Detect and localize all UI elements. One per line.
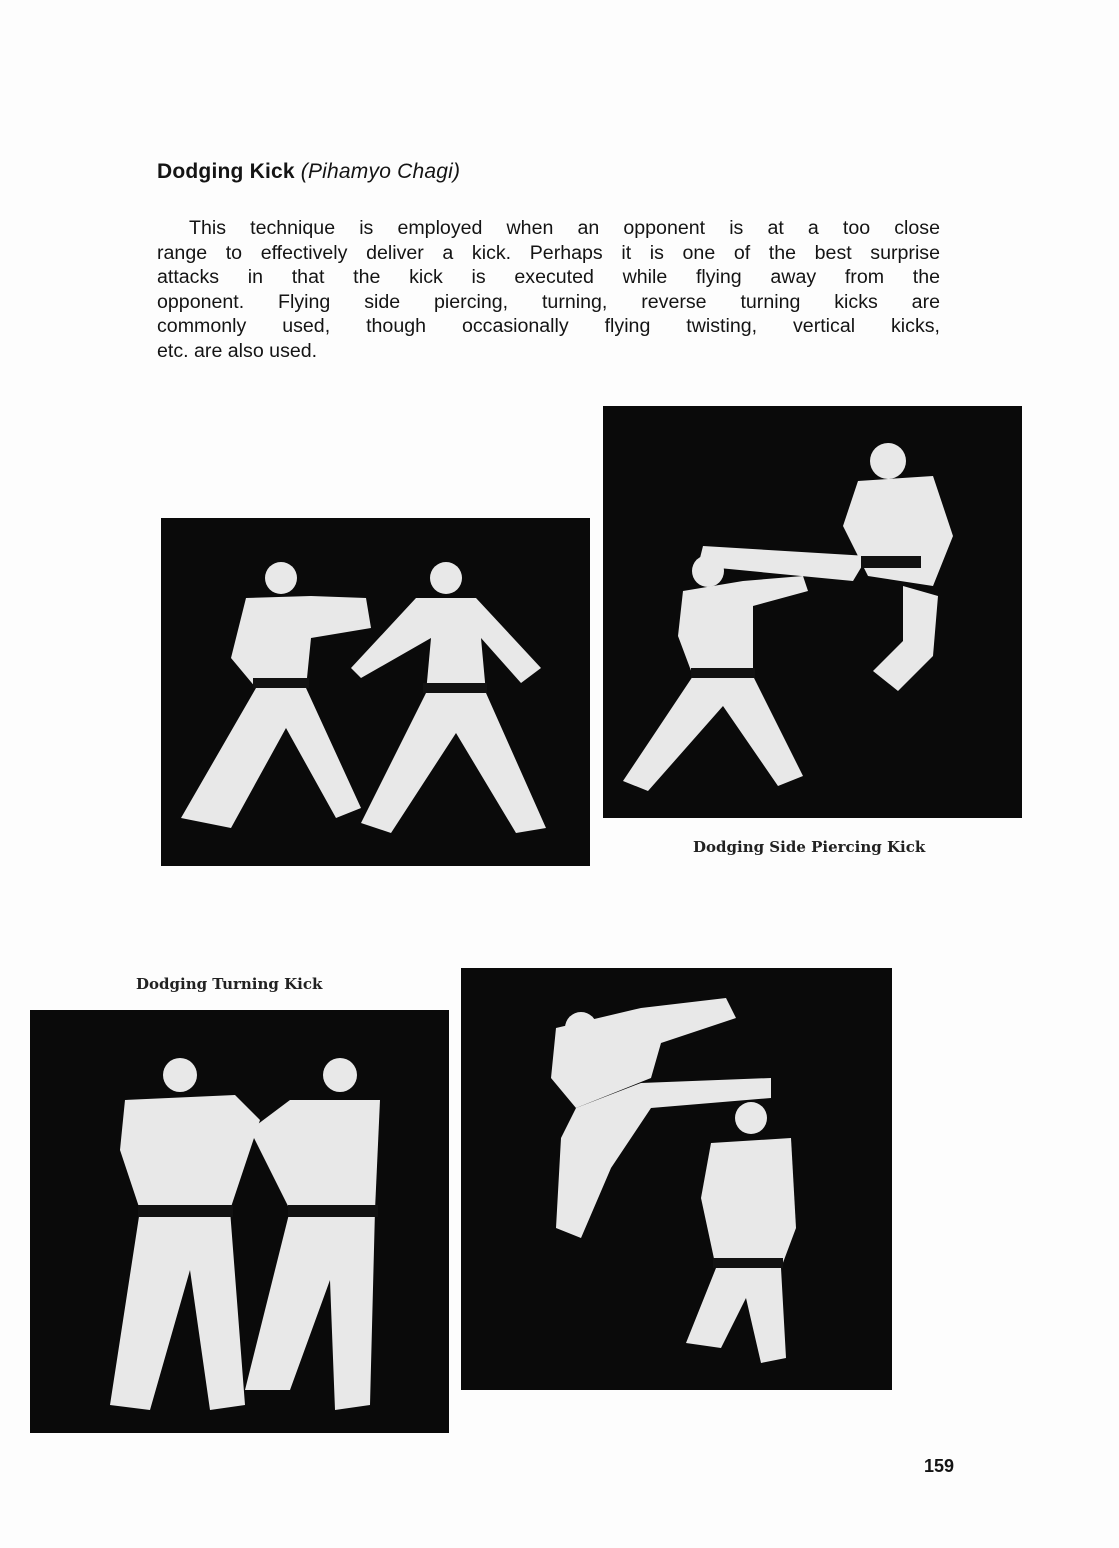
paragraph-line: commonly used, though occasionally flying twisting, vertical kicks, xyxy=(157,315,940,338)
page-number: 159 xyxy=(924,1456,955,1476)
section-heading xyxy=(157,160,460,184)
paragraph-line: etc. are also used. xyxy=(157,339,318,362)
heading-subtitle: (Pihamyo Chagi) xyxy=(300,160,461,183)
paragraph-line: attacks in that the kick is executed while flying away from the xyxy=(157,266,940,289)
photo-turning-kick xyxy=(461,968,892,1390)
photo-side-piercing-kick xyxy=(603,406,1022,818)
photo-side-kick-ready xyxy=(161,518,590,866)
paragraph-line: opponent. Flying side piercing, turning, reverse turning kicks are xyxy=(157,290,940,313)
heading-title: Dodging Kick xyxy=(157,160,295,183)
figure-caption: Dodging Turning Kick xyxy=(136,975,323,993)
paragraph-line: This technique is employed when an opponent is at a too close xyxy=(189,217,940,239)
body-paragraph xyxy=(157,216,940,364)
photo-turning-kick-ready xyxy=(30,1010,449,1433)
figure-caption: Dodging Side Piercing Kick xyxy=(693,838,926,856)
paragraph-line: range to effectively deliver a kick. Perhaps it is one of the best surprise xyxy=(157,241,940,264)
